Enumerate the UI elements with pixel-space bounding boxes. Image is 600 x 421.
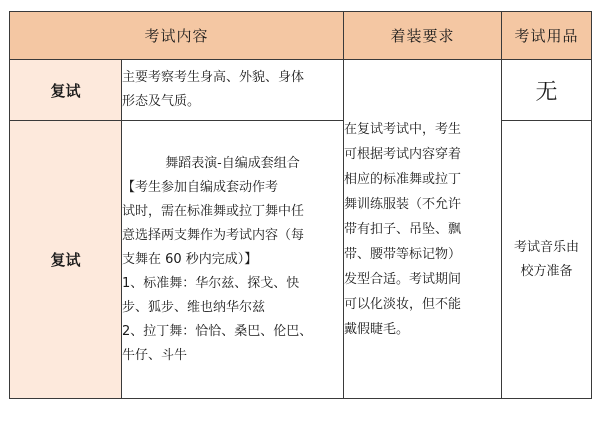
content-line: 意选择两支舞作为考试内容（每 [122, 227, 305, 243]
supplies-line: 考试音乐由 [514, 239, 580, 255]
content-line: 2、拉丁舞：恰恰、桑巴、伦巴、 [122, 323, 313, 339]
attire-line: 带、腰带等标记物） [344, 246, 462, 262]
header-supplies: 考试用品 [502, 12, 592, 60]
attire-line: 在复试考试中，考生 [344, 121, 462, 137]
content-line: 形态及气质。 [122, 94, 201, 109]
attire-cell [344, 60, 502, 399]
attire-line: 相应的标准舞或拉丁 [344, 171, 462, 187]
attire-line: 发型合适。考试期间 [344, 271, 462, 287]
attire-line: 舞训练服装（不允许 [344, 196, 462, 212]
content-line: 支舞在 60 秒内完成）】 [122, 251, 258, 267]
supplies-music [502, 121, 592, 399]
content-cell-appearance [122, 60, 344, 121]
attire-line: 可以化淡妆，但不能 [344, 296, 462, 312]
header-attire: 着装要求 [344, 12, 502, 60]
row-label-retest-1: 复试 [10, 60, 122, 121]
table-row [10, 121, 592, 399]
supplies-line: 校方准备 [520, 263, 573, 279]
supplies-none: 无 [502, 60, 592, 121]
content-line: 步、狐步、维也纳华尔兹 [122, 299, 266, 315]
dance-title: 舞蹈表演-自编成套组合 [165, 155, 300, 171]
header-row [10, 12, 592, 60]
content-line: 主要考察考生身高、外貌、身体 [122, 70, 305, 85]
exam-requirements-table [9, 11, 592, 399]
content-line: 1、标准舞：华尔兹、探戈、快 [122, 275, 300, 291]
content-line: 试时，需在标准舞或拉丁舞中任 [122, 203, 305, 219]
attire-line: 带有扣子、吊坠、飘 [344, 221, 462, 237]
content-cell-dance [122, 121, 344, 399]
table-row [10, 60, 592, 121]
content-line: 【考生参加自编成套动作考 [122, 179, 279, 195]
row-label-retest-2: 复试 [10, 121, 122, 399]
attire-line: 可根据考试内容穿着 [344, 146, 462, 162]
attire-line: 戴假睫毛。 [344, 321, 410, 337]
header-exam-content: 考试内容 [10, 12, 344, 60]
content-line: 牛仔、斗牛 [122, 347, 188, 363]
